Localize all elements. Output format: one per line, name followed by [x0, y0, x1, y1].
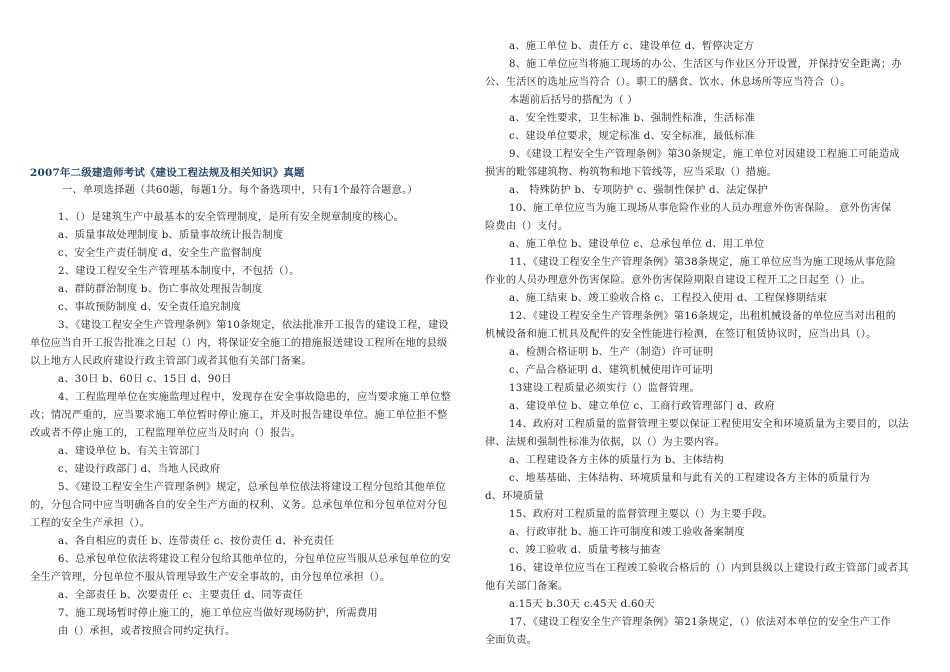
- question-14-options-ab: a、工程建设各方主体的质量行为 b、主体结构: [509, 455, 724, 466]
- question-12-line-1: 12、《建设工程安全生产管理条例》第16条规定，出租机械设备的单位应当对出租的: [509, 311, 897, 322]
- question-13: 13建设工程质量必须实行（）监督管理。: [509, 383, 700, 394]
- question-3-line-1: 3、《建设工程安全生产管理条例》第10条规定，依法批准开工报告的建设工程，建设: [58, 320, 449, 331]
- question-8-line-3: 本题前后括号的搭配为（ ）: [509, 95, 638, 106]
- question-8-options-ab: a、安全性要求，卫生标准 b、强制性标准，生活标准: [509, 113, 756, 124]
- question-8-options-cd: c、建设单位要求，规定标准 d、安全标准，最低标准: [509, 131, 755, 142]
- question-11-line-2: 作业的人员办理意外伤害保险。意外伤害保险期限自建设工程开工之日起至（）止。: [485, 275, 872, 286]
- question-16-line-2: 他有关部门备案。: [485, 581, 569, 592]
- question-15: 15、政府对工程质量的监督管理主要以（）为主要手段。: [509, 509, 773, 520]
- question-15-options-cd: c、竣工验收 d、质量考核与抽查: [509, 545, 661, 556]
- question-9-options: a、 特殊防护 b、专项防护 c、强制性保护 d、法定保护: [509, 185, 768, 196]
- section-heading: 一、单项选择题（共60题，每题1分。每个备选项中，只有1个最符合题意。）: [62, 185, 418, 196]
- question-6-options: a、全部责任 b、次要责任 c、主要责任 d、同等责任: [58, 590, 304, 601]
- question-1-options-cd: c、安全生产责任制度 d、安全生产监督制度: [58, 248, 263, 259]
- question-11-options: a、施工结束 b、竣工验收合格 c、工程投入使用 d、工程保修期结束: [509, 293, 828, 304]
- question-8-line-1: 8、施工单位应当将施工现场的办公、生活区与作业区分开设置，并保持安全距离；办: [509, 59, 902, 70]
- question-9-line-1: 9、《建设工程安全生产管理条例》第30条规定，施工单位对因建设工程施工可能造成: [509, 149, 900, 160]
- question-12-options-ab: a、检测合格证明 b、生产（制造）许可证明: [509, 347, 714, 358]
- question-2: 2、建设工程安全生产管理基本制度中，不包括（）。: [58, 266, 300, 277]
- question-2-options-ab: a、群防群治制度 b、伤亡事故处理报告制度: [58, 284, 263, 295]
- question-7-line-1: 7、施工现场暂时停止施工的，施工单位应当做好现场防护，所需费用: [58, 608, 378, 619]
- question-1: 1、（）是建筑生产中最基本的安全管理制度，是所有安全规章制度的核心。: [58, 212, 405, 223]
- question-14-option-c: c、地基基础、主体结构、环境质量和与此有关的工程建设各方主体的质量行为: [509, 473, 870, 484]
- question-10-line-1: 10、施工单位应当为施工现场从事危险作业的人员办理意外伤害保险。 意外伤害保: [509, 203, 892, 214]
- question-5-line-2: 的，分包合同中应当明确各自的安全生产方面的权利、义务。总承包单位和分包单位对分包: [30, 500, 448, 511]
- question-14-line-2: 律、法规和强制性标准为依据，以（）为主要内容。: [485, 437, 726, 448]
- question-13-options: a、建设单位 b、建立单位 c、工商行政管理部门 d、政府: [509, 401, 775, 412]
- question-6-line-2: 全生产管理，分包单位不服从管理导致生产安全事故的，由分包单位承担（）。: [30, 572, 391, 583]
- document-title: 2007年二级建造师考试《建设工程法规及相关知识》真题: [30, 167, 305, 179]
- question-7-options: a、施工单位 b、责任方 c、建设单位 d、暂停决定方: [509, 41, 755, 52]
- question-5-line-1: 5、《建设工程安全生产管理条例》规定，总承包单位依法将建设工程分包给其他单位: [58, 482, 446, 493]
- question-4-line-3: 改或者不停止施工的，工程监理单位应当及时向（）报告。: [30, 428, 302, 439]
- question-5-options: a、各自相应的责任 b、连带责任 c、按份责任 d、补充责任: [58, 536, 335, 547]
- question-2-options-cd: c、事故预防制度 d、安全责任追究制度: [58, 302, 242, 313]
- question-4-line-1: 4、工程监理单位在实施监理过程中，发现存在安全事故隐患的，应当要求施工单位整: [58, 392, 451, 403]
- question-12-options-cd: c、产品合格证明 d、建筑机械使用许可证明: [509, 365, 714, 376]
- question-5-line-3: 工程的安全生产承担（）。: [30, 518, 151, 529]
- question-4-line-2: 改；情况严重的，应当要求施工单位暂时停止施工，并及时报告建设单位。施工单位拒不整: [30, 410, 448, 421]
- question-8-line-2: 公、生活区的选址应当符合（）。职工的膳食、饮水、休息场所等应当符合（）。: [485, 77, 851, 88]
- question-14-line-1: 14、政府对工程质量的监督管理主要以保证工程使用安全和环境质量为主要目的，以法: [509, 419, 909, 430]
- question-9-line-2: 损害的毗邻建筑物、构筑物和地下管线等，应当采取（）措施。: [485, 167, 778, 178]
- question-12-line-2: 机械设备和施工机具及配件的安全性能进行检测，在签订租赁协议时，应当出具（）。: [485, 329, 877, 340]
- question-10-line-2: 险费由（）支付。: [485, 221, 569, 232]
- question-14-option-d: d、环境质量: [485, 491, 544, 502]
- question-15-options-ab: a、行政审批 b、施工许可制度和竣工验收备案制度: [509, 527, 745, 538]
- question-4-options-cd: c、建设行政部门 d、当地人民政府: [58, 464, 221, 475]
- question-10-options: a、施工单位 b、建设单位 c、总承包单位 d、用工单位: [509, 239, 765, 250]
- question-16-options: a.15天 b.30天 c.45天 d.60天: [509, 599, 655, 610]
- question-4-options-ab: a、建设单位 b、有关主管部门: [58, 446, 200, 457]
- question-17-line-1: 17、《建设工程安全生产管理条例》第21条规定，（）依法对本单位的安全生产工作: [509, 617, 892, 628]
- question-6-line-1: 6、总承包单位依法将建设工程分包给其他单位的，分包单位应当服从总承包单位的安: [58, 554, 451, 565]
- question-3-line-2: 单位应当自开工报告批准之日起（）内，将保证安全施工的措施报送建设工程所在地的县级: [30, 338, 448, 349]
- question-7-line-2: 由（）承担，或者按照合同约定执行。: [58, 626, 236, 637]
- question-3-line-3: 以上地方人民政府建设行政主管部门或者其他有关部门备案。: [30, 356, 312, 367]
- question-1-options-ab: a、质量事故处理制度 b、质量事故统计报告制度: [58, 230, 284, 241]
- question-17-line-2: 全面负责。: [485, 635, 538, 646]
- question-11-line-1: 11、《建设工程安全生产管理条例》第38条规定，施工单位应当为施工现场从事危险: [509, 257, 897, 268]
- question-3-options: a、30日 b、60日 c、15日 d、90日: [58, 374, 232, 385]
- question-16-line-1: 16、建设单位应当在工程竣工验收合格后的（）内到县级以上建设行政主管部门或者其: [509, 563, 909, 574]
